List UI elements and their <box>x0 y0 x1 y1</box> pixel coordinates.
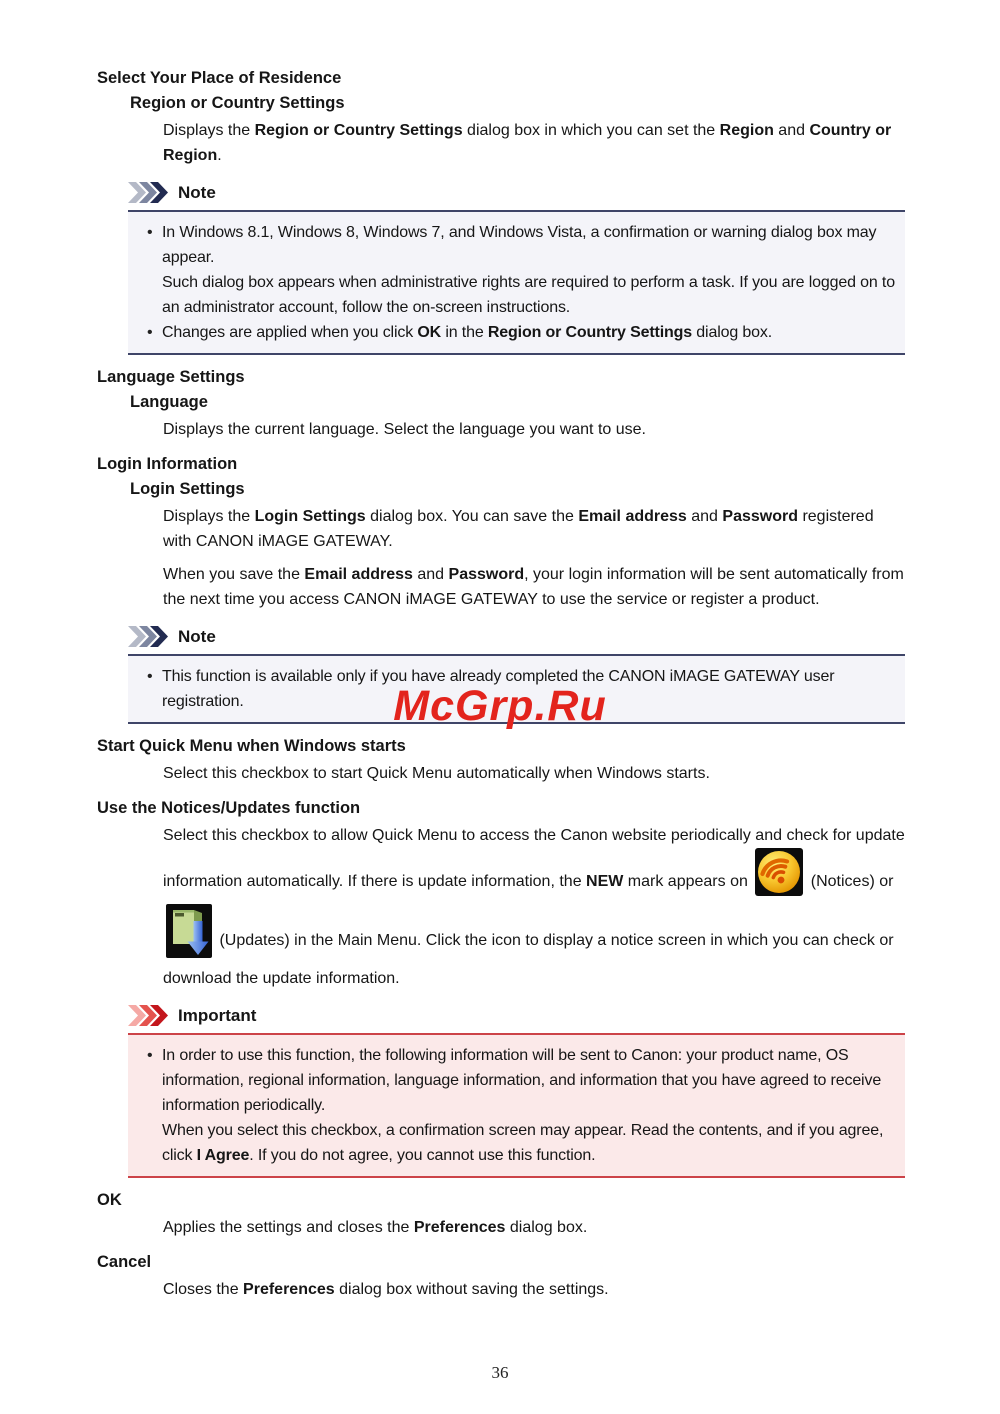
note-box <box>128 654 905 724</box>
paragraph-notices-updates: Select this checkbox to allow Quick Menu to access the Canon website periodically and check for update information automatically. If there is update information, the NEW mark appears on (Notices) or (Updates) in the Main Menu. Click the icon to display a notice screen in which you can check or download the update information. <box>163 827 905 987</box>
paragraph-region-settings: Displays the Region or Country Settings dialog box in which you can set the Region and Country or Region. <box>163 122 892 164</box>
note-list <box>136 664 901 714</box>
page-number: 36 <box>491 1363 509 1382</box>
note-item: • This function is available only if you have already completed the CANON iMAGE GATEWAY user registration. <box>136 664 901 714</box>
paragraph-login-settings-2: When you save the Email address and Password, your login information will be sent automatically from the next time you access CANON iMAGE GATEWAY to use the service or register a product. <box>163 566 904 608</box>
note-heading <box>128 180 905 205</box>
note-item: • In Windows 8.1, Windows 8, Windows 7, and Windows Vista, a confirmation or warning dialog box may appear. Such dialog box appears when administrative rights are required to perform a task. If you are logged on to an administrator account, follow the on-screen instructions. <box>136 220 901 320</box>
section-title-language-settings: Language Settings <box>97 368 245 386</box>
section-title-ok: OK <box>97 1191 122 1209</box>
section-title-notices-updates: Use the Notices/Updates function <box>97 799 361 817</box>
subsection-title-region-settings: Region or Country Settings <box>130 94 345 112</box>
section-title-start-quick-menu: Start Quick Menu when Windows starts <box>97 737 406 755</box>
paragraph-start-quick-menu: Select this checkbox to start Quick Menu automatically when Windows starts. <box>163 765 710 782</box>
note-label: Note <box>178 183 216 202</box>
important-list <box>136 1043 901 1168</box>
chevron-triple-icon <box>128 182 169 203</box>
important-label: Important <box>178 1006 257 1025</box>
download-updates-icon <box>166 904 212 966</box>
note-label: Note <box>178 627 216 646</box>
note-list <box>136 220 901 345</box>
paragraph-login-settings-1: Displays the Login Settings dialog box. You can save the Email address and Password registered with CANON iMAGE GATEWAY. <box>163 508 874 550</box>
note-box <box>128 210 905 355</box>
watermark: McGrp.Ru <box>393 682 607 730</box>
section-title-login-information: Login Information <box>97 455 238 473</box>
section-title-residence: Select Your Place of Residence <box>97 69 342 87</box>
chevron-triple-icon <box>128 626 169 647</box>
important-box <box>128 1033 905 1178</box>
paragraph-cancel: Closes the Preferences dialog box without saving the settings. <box>163 1281 609 1298</box>
subsection-title-language: Language <box>130 393 208 411</box>
subsection-title-login-settings: Login Settings <box>130 480 245 498</box>
paragraph-language: Displays the current language. Select the language you want to use. <box>163 421 646 438</box>
important-heading <box>128 1003 905 1028</box>
wifi-notices-icon <box>755 848 803 904</box>
paragraph-ok: Applies the settings and closes the Preferences dialog box. <box>163 1219 588 1236</box>
section-title-cancel: Cancel <box>97 1253 152 1271</box>
chevron-triple-icon <box>128 1005 169 1026</box>
note-heading <box>128 624 905 649</box>
note-item: • Changes are applied when you click OK in the Region or Country Settings dialog box. <box>136 320 901 345</box>
important-item: • In order to use this function, the following information will be sent to Canon: your product name, OS information, regional information, language information, and information that you have agreed to receive information periodically. When you select this checkbox, a confirmation screen may appear. Read the contents, and if you agree, click I Agree. If you do not agree, you cannot use this function. <box>136 1043 901 1168</box>
